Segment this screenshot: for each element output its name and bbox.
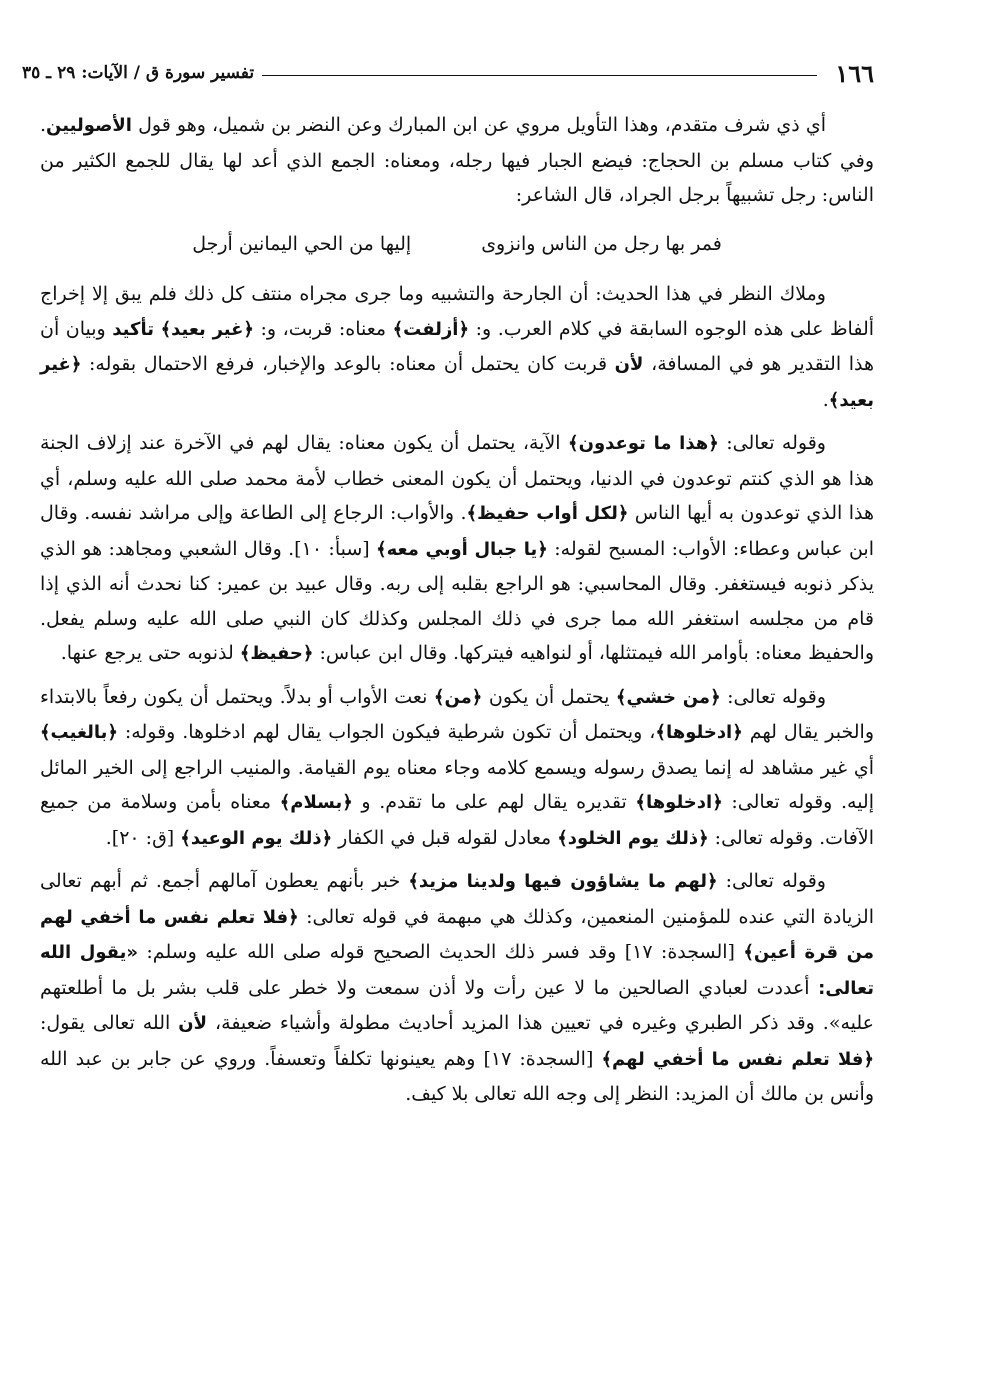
emphasized-text: ﴿ادخلوها﴾ [635,792,723,813]
text-run: [السجدة: ١٧] وهم يعينونها تكلفاً وتعسفاً. وروي عن جابر بن عبد الله وأنس بن مالك أن المزيد: النظر إلى وجه الله تعالى بلا كيف. [40,1047,874,1105]
paragraph [40,680,874,857]
emphasized-text: ﴿لهم ما يشاؤون فيها ولدينا مزيد﴾ [408,871,718,892]
emphasized-text: لأن [178,1013,208,1034]
text-run: أي ذي شرف متقدم، وهذا التأويل مروي عن ابن المبارك وعن النضر بن شميل، وهو قول [131,114,826,136]
text-run: الآية، يحتمل أن يكون معناه: يقال لهم في الآخرة عند إزلاف الجنة هذا هو الذي كنتم توعدون في الدنيا، ويحتمل أن يكون المعنى خطاب لأمة محمد صلى الله عليه وسلم، أي هذا الذي توعدون به أيها الناس [40,432,874,524]
text-run: [ق: ٢٠]. [105,826,181,849]
emphasized-text: ﴿فلا تعلم نفس ما أخفي لهم﴾ [601,1048,874,1070]
body-text [40,108,874,1120]
paragraph [40,108,874,213]
emphasized-text: ﴿من﴾ [433,686,483,708]
text-run: معناه بأمن وسلامة من جميع الآفات. وقوله تعالى: [40,791,874,849]
emphasized-text: ﴿غير بعيد﴾ [40,354,874,411]
text-run: وقوله تعالى: [720,685,827,708]
text-run: . وفي كتاب مسلم بن الحجاج: فيضع الجبار فيها رجله، ومعناه: الجمع الذي أعد لها يقال للجمع الكثير من الناس: رجل تشبيهاً برجل الجراد، قال الشاعر: [40,114,874,206]
emphasized-text: ﴿ادخلوها﴾ [655,722,743,743]
emphasized-text: ﴿هذا ما توعدون﴾ [568,433,719,454]
text-run: أعددت لعبادي الصالحين ما لا عين رأت ولا أذن سمعت ولا خطر على قلب بشر بل ما أطلعتهم عليه». وقد ذكر الطبري وغيره في تعيين هذا المزيد أحاديث مطولة وأشياء ضعيفة، [40,976,875,1034]
emphasized-text: ﴿لكل أواب حفيظ﴾ [466,503,629,524]
text-run: . [822,388,829,411]
paragraphs-block-1 [40,108,874,213]
text-run: وملاك النظر في هذا الحديث: أن الجارحة والتشبيه وما جرى مجراه منتف كل ذلك فلم يبق إلا إخراج ألفاظ على هذه الوجوه السابقة في كلام العرب. و: [40,283,875,340]
running-title: تفسير سورة ق / الآيات: ٢٩ ـ ٣٥ [22,63,255,83]
text-run: يحتمل أن يكون [482,685,616,708]
poem-hemistich-right: فمر بها رجل من الناس وانزوى [481,232,722,255]
paragraph [40,277,874,418]
emphasized-text: تأكيد [112,318,155,340]
text-run: وبيان أن هذا التقدير هو في المسافة، [40,317,874,375]
emphasized-text: ﴿من خشي﴾ [615,686,721,708]
text-run: معادل لقوله قبل في الكفار [332,826,558,849]
text-run: أي غير مشاهد له إنما يصدق رسوله ويسمع كلامه وجاء معناه يوم القيامة. والمنيب الراجع إلى الخير المائل إليه. وقوله تعالى: [40,756,874,813]
paragraph [40,864,874,1112]
emphasized-text: ﴿ذلك يوم الوعيد﴾ [180,827,333,849]
emphasized-text: ﴿غير بعيد﴾ [160,318,254,340]
emphasized-text: ﴿حفيظ﴾ [239,643,314,664]
header-rule [262,75,817,76]
page-number: ١٦٦ [835,58,874,88]
text-run: نعت الأواب أو بدلاً. ويحتمل أن يكون رفعاً بالابتداء والخبر يقال لهم [40,685,875,743]
emphasized-text: لأن [614,354,644,375]
text-run: قربت كان يحتمل أن معناه: بالوعد والإخبار، فرفع الاحتمال بقوله: [81,353,615,375]
text-run: خبر بأنهم يعطون آمالهم أجمع. ثم أبهم تعالى الزيادة التي عنده للمؤمنين المنعمين، وكذلك هي مبهمة في قوله تعالى: [40,870,875,928]
text-run: وقوله تعالى: [718,432,826,454]
emphasized-text: ﴿بالغيب﴾ [40,722,118,743]
text-run: لذنوبه حتى يرجع عنها. [60,642,240,664]
emphasized-text: ﴿بسلام﴾ [279,792,353,813]
emphasized-text: «يقول الله تعالى: [40,942,874,999]
poem-verse [40,227,874,262]
paragraphs-block-2 [40,277,874,1112]
text-run: الله تعالى يقول: [40,1012,179,1034]
emphasized-text: ﴿يا جبال أوبي معه﴾ [376,538,548,560]
poem-hemistich-left: إليها من الحي اليمانين أرجل [192,232,412,255]
page-header [22,58,874,88]
text-run: . والأواب: الرجاع إلى الطاعة وإلى مراشد نفسه. وقال ابن عباس وعطاء: الأواب: المسبح لقوله: [40,502,874,560]
text-run: ، ويحتمل أن تكون شرطية فيكون الجواب يقال لهم ادخلوها. وقوله: [117,721,656,743]
emphasized-text: ﴿ذلك يوم الخلود﴾ [557,827,709,849]
emphasized-text: ﴿أزلفت﴾ [392,318,470,340]
text-run: وقوله تعالى: [717,870,826,892]
paragraph [40,426,874,672]
emphasized-text: ﴿فلا تعلم نفس ما أخفي لهم من قرة أعين﴾ [40,906,874,963]
text-run: معناه: قربت، و: [253,317,393,340]
text-run: [سبأ: ١٠]. وقال الشعبي ومجاهد: هو الذي يذكر ذنوبه فيستغفر. وقال المحاسبي: هو الراجع بقلبه إلى ربه. وقال عبيد بن عمير: كنا نحدث أنه الذي إذا قام من مجلسه استغفر الله مما جرى في ذلك المجلس وكذلك كان النبي صلى الله عليه وسلم يفعل. والحفيظ معناه: بأوامر الله فيمتثلها، أو لنواهيه فيتركها. وقال ابن عباس: [40,537,874,664]
text-run: [السجدة: ١٧] وقد فسر ذلك الحديث الصحيح قوله صلى الله عليه وسلم: [138,941,744,963]
text-run: تقديره يقال لهم على ما تقدم. و [352,791,636,813]
emphasized-text: الأصوليين [46,115,132,136]
